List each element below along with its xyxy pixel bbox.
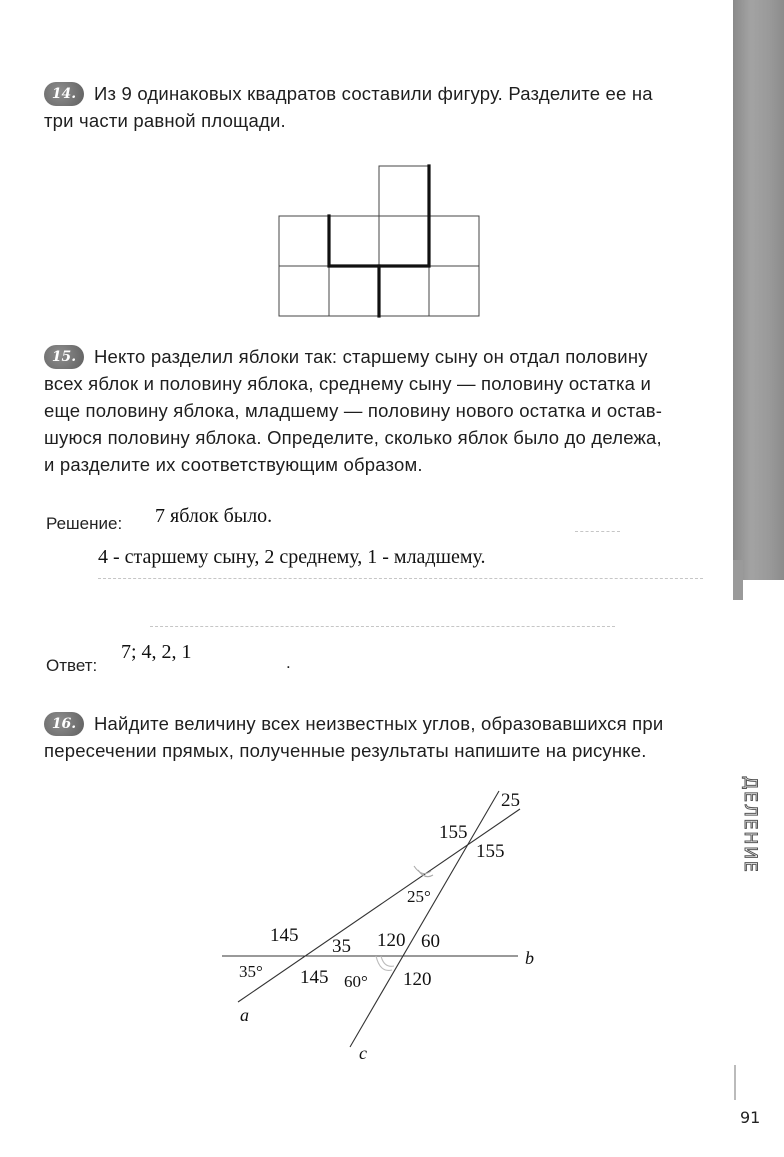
line-a [238, 809, 520, 1002]
solution-label: Решение: [46, 514, 123, 533]
angle-label: 120 [377, 930, 406, 951]
task-15-line-1: Некто разделил яблоки так: старшему сыну он отдал половину [94, 346, 648, 367]
task-15-line-4: шуюся половину яблока. Определите, сколько яблок было до дележа, [44, 427, 662, 448]
task-16-badge: 16. [44, 712, 84, 736]
page-edge-strip-tail [733, 560, 743, 600]
task-15-line-5: и разделите их соответствующим образом. [44, 454, 423, 475]
grid-square [379, 166, 429, 216]
solution-rule [98, 578, 703, 579]
grid-square [329, 216, 379, 266]
grid-square [279, 216, 329, 266]
task-16-text [44, 710, 724, 764]
grid-square [429, 216, 479, 266]
grid-square [379, 266, 429, 316]
page-edge-strip [733, 0, 784, 580]
task-16-line-2: пересечении прямых, полученные результаты напишите на рисунке. [44, 740, 647, 761]
answer-value: 7; 4, 2, 1 [121, 641, 192, 663]
angle-label: 120 [403, 969, 432, 990]
angles-figure [200, 780, 560, 1070]
task-14-text [44, 80, 724, 134]
angle-label: 35° [239, 962, 263, 981]
angle-label: 25 [501, 790, 520, 811]
answer-end: . [286, 653, 291, 672]
angle-label: 155 [476, 841, 505, 862]
grid-square [279, 266, 329, 316]
angle-label: 60 [421, 931, 440, 952]
task-15-text [44, 343, 724, 478]
task-15-badge: 15. [44, 345, 84, 369]
angle-label: 145 [270, 925, 299, 946]
task-14-badge: 14. [44, 82, 84, 106]
grid-square [429, 266, 479, 316]
angle-arc [414, 866, 431, 874]
angle-label: 155 [439, 822, 468, 843]
angle-label: 145 [300, 967, 329, 988]
line-c [350, 791, 499, 1047]
angle-arc [381, 956, 394, 966]
grid-square [329, 266, 379, 316]
task-15-line-2: всех яблок и половину яблока, среднему сыну — половину остатка и [44, 373, 652, 394]
section-label: ДЕЛЕНИЕ [740, 776, 760, 874]
angle-label: 35 [332, 936, 351, 957]
task-14-line-1: Из 9 одинаковых квадратов составили фигуру. Разделите ее на [94, 83, 653, 104]
line-label-c: c [359, 1043, 367, 1063]
solution-rule [150, 626, 615, 627]
solution-line-2: 4 - старшему сыну, 2 среднему, 1 - младшему. [98, 546, 486, 568]
page-bracket [734, 1065, 736, 1100]
angle-label: 25° [407, 887, 431, 906]
solution-rule [575, 531, 620, 532]
task-14-line-2: три части равной площади. [44, 110, 286, 131]
task-15-line-3: еще половину яблока, младшему — половину нового остатка и остав- [44, 400, 663, 421]
task-16-line-1: Найдите величину всех неизвестных углов, образовавшихся при [94, 713, 664, 734]
line-label-a: a [240, 1005, 249, 1025]
angle-label: 60° [344, 972, 368, 991]
line-label-b: b [525, 948, 534, 968]
solution-line-1: 7 яблок было. [155, 505, 273, 527]
answer-label: Ответ: [46, 656, 98, 675]
grid-square [379, 216, 429, 266]
page-number: 91 [740, 1108, 761, 1127]
squares-figure [270, 160, 490, 330]
